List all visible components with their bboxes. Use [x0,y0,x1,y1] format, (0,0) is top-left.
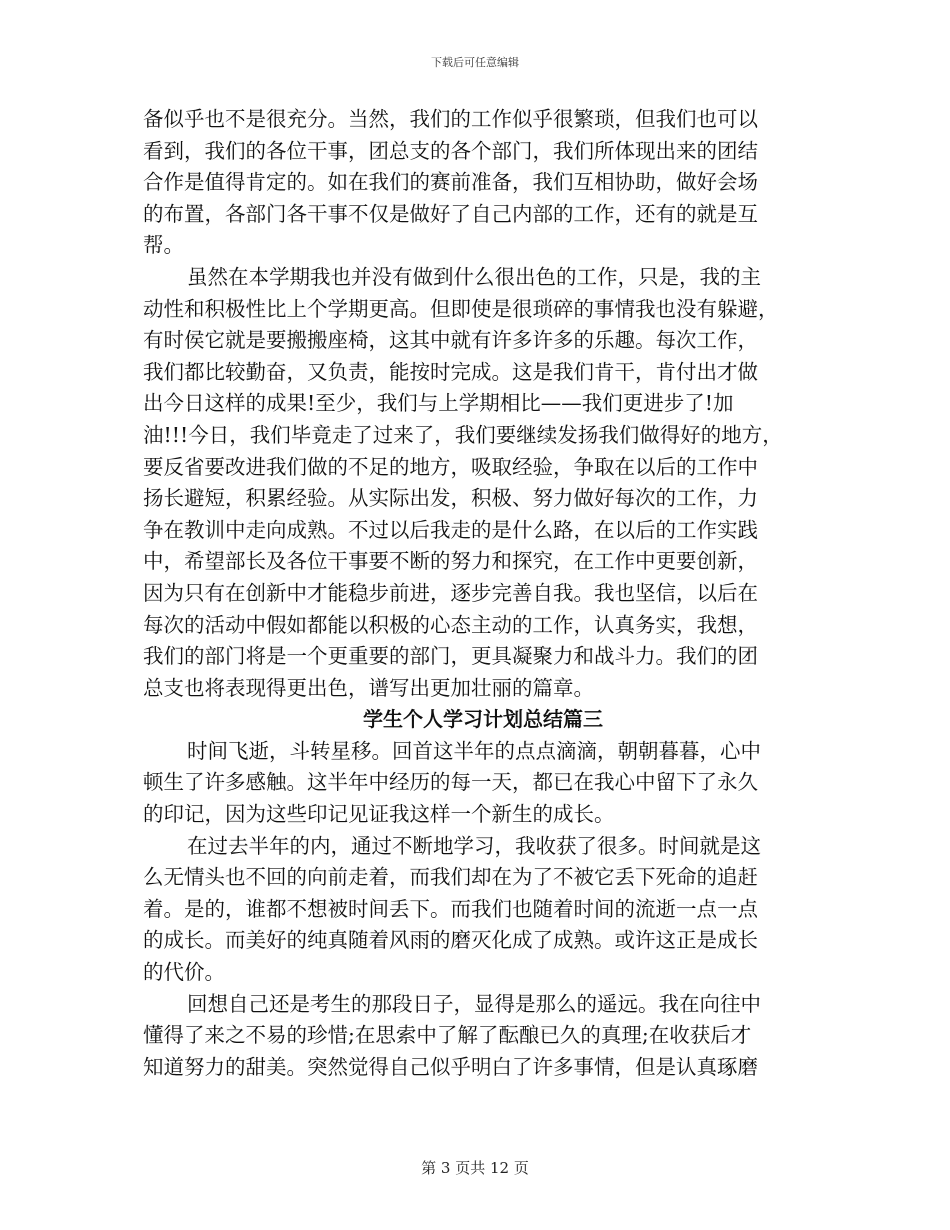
text-line: 要反省要改进我们做的不足的地方，吸取经验，争取在以后的工作中 [143,454,758,479]
text-line: 帮。 [143,233,184,258]
text-line: 合作是值得肯定的。如在我们的赛前准备，我们互相协助，做好会场 [143,170,758,195]
text-line: 我们都比较勤奋，又负责，能按时完成。这是我们肯干，肯付出才做 [143,359,758,384]
text-line: 的印记，因为这些印记见证我这样一个新生的成长。 [143,802,615,827]
text-line: 着。是的，谁都不想被时间丢下。而我们也随着时间的流逝一点一点 [143,896,758,921]
text-line: 在过去半年的内，通过不断地学习，我收获了很多。时间就是这 [187,833,761,858]
text-line: 有时侯它就是要搬搬座椅，这其中就有许多许多的乐趣。每次工作， [143,328,758,353]
text-line: 备似乎也不是很充分。当然，我们的工作似乎很繁琐，但我们也可以 [143,107,758,131]
text-line: 扬长避短，积累经验。从实际出发，积极、努力做好每次的工作，力 [143,486,758,511]
text-line: 每次的活动中假如都能以积极的心态主动的工作，认真务实，我想， [143,612,758,637]
text-line: 油!!!今日，我们毕竟走了过来了，我们要继续发扬我们做得好的地方， [143,422,783,447]
text-line: 的布置，各部门各干事不仅是做好了自己内部的工作，还有的就是互 [143,201,758,226]
text-line: 争在教训中走向成熟。不过以后我走的是什么路，在以后的工作实践 [143,517,758,542]
text-line: 的代价。 [143,960,225,985]
text-line: 我们的部门将是一个更重要的部门，更具凝聚力和战斗力。我们的团 [143,644,758,669]
text-line: 顿生了许多感触。这半年中经历的每一天，都已在我心中留下了永久 [143,770,758,795]
page-header: 下载后可任意编辑 [431,56,519,69]
page-footer: 第 3 页共 12 页 [421,1159,529,1177]
text-line: 虽然在本学期我也并没有做到什么很出色的工作，只是，我的主 [187,264,761,289]
text-line: 中，希望部长及各位干事要不断的努力和探究，在工作中更要创新， [143,549,758,574]
text-line: 懂得了来之不易的珍惜;在思索中了解了酝酿已久的真理;在收获后才 [143,1023,752,1048]
text-line: 时间飞逝，斗转星移。回首这半年的点点滴滴，朝朝暮暮，心中 [187,738,761,763]
section-heading: 学生个人学习计划总结篇三 [363,707,603,732]
text-line: 出今日这样的成果!至少，我们与上学期相比——我们更进步了!加 [143,391,734,416]
text-line: 回想自己还是考生的那段日子，显得是那么的遥远。我在向往中 [187,991,761,1016]
text-line: 的成长。而美好的纯真随着风雨的磨灭化成了成熟。或许这正是成长 [143,928,758,953]
document-body [143,104,803,1083]
text-line: 么无情头也不回的向前走着，而我们却在为了不被它丢下死命的追赶 [143,865,758,890]
text-line: 看到，我们的各位干事，团总支的各个部门，我们所体现出来的团结 [143,138,758,163]
text-line: 总支也将表现得更出色，谱写出更加壮丽的篇章。 [143,675,594,700]
text-line: 动性和积极性比上个学期更高。但即使是很琐碎的事情我也没有躲避， [143,296,779,321]
text-line: 因为只有在创新中才能稳步前进，逐步完善自我。我也坚信，以后在 [143,580,758,605]
text-line: 知道努力的甜美。突然觉得自己似乎明白了许多事情，但是认真琢磨 [143,1054,758,1079]
